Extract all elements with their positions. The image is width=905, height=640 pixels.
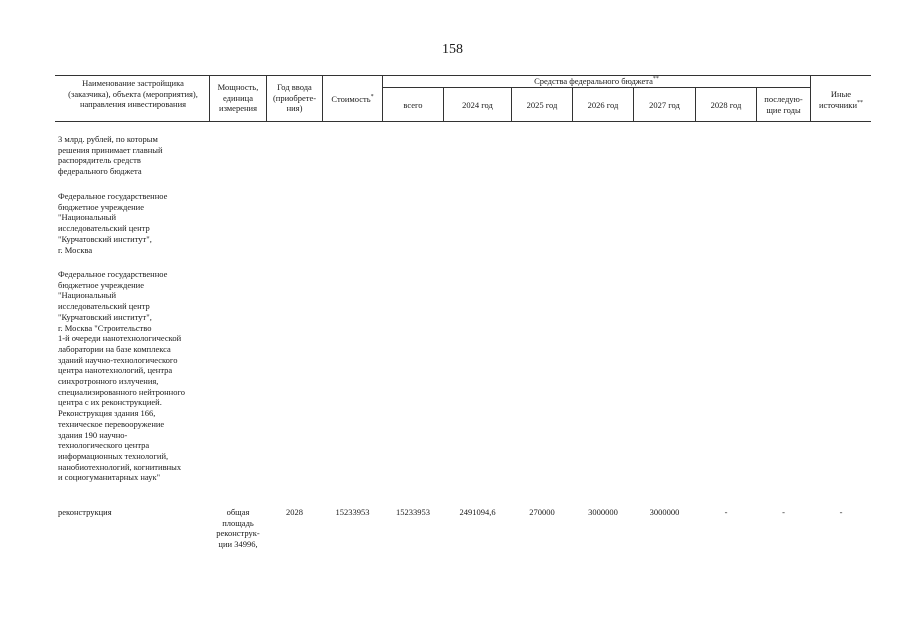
page-number: 158 bbox=[442, 42, 463, 57]
row-total: 15233953 bbox=[396, 507, 430, 517]
header-total: всего bbox=[403, 100, 423, 110]
description-block-threshold: 3 млрд. рублей, по которым решения принимает главный распорядитель средств федерального бюджета bbox=[58, 134, 163, 177]
row-2025: 270000 bbox=[529, 507, 555, 517]
row-2027: 3000000 bbox=[649, 507, 680, 517]
row-capacity: общая площадь реконструк-ции 34996, bbox=[216, 507, 260, 549]
row-year: 2028 bbox=[286, 507, 303, 517]
header-2027: 2027 год bbox=[649, 100, 680, 110]
header-capacity: Мощность, единица измерения bbox=[217, 82, 259, 113]
row-2028: - bbox=[724, 507, 728, 517]
row-2024: 2491094,6 bbox=[459, 507, 496, 517]
row-name: реконструкция bbox=[58, 507, 112, 517]
row-cost: 15233953 bbox=[335, 507, 370, 517]
federal-subheader-rule bbox=[382, 87, 810, 88]
row-later-years: - bbox=[782, 507, 785, 517]
description-block-organization: Федеральное государственное бюджетное учреждение "Национальный исследовательский центр "Курчатовский институт", г. Москва bbox=[58, 191, 168, 255]
header-year: Год ввода (приобрете-ния) bbox=[272, 82, 317, 113]
header-cost: Стоимость* bbox=[331, 94, 374, 104]
header-2028: 2028 год bbox=[710, 100, 742, 110]
header-2025: 2025 год bbox=[526, 100, 558, 110]
header-2024: 2024 год bbox=[462, 100, 493, 110]
header-other-sources: Иные источники** bbox=[818, 89, 863, 110]
header-2026: 2026 год bbox=[587, 100, 619, 110]
description-block-project: Федеральное государственное бюджетное учреждение "Национальный исследовательский центр "Курчатовский институт", г. Москва "Строительство 1-й очереди нанотехнологической лаборатории на базе комплекса зданий научно-технологического центра нанотехнологий, центра синхротронного излучения, специализированного нейтронного центра с их реконструкцией. Реконструкция здания 166, техническое перевооружение здания 190 научно- технологического центра информационных технологий, нанобиотехнологий, когнитивных и социогуманитарных наук" bbox=[58, 269, 185, 483]
header-federal: Средства федерального бюджета** bbox=[534, 76, 659, 86]
row-other-sources: - bbox=[839, 507, 843, 517]
row-2026: 3000000 bbox=[588, 507, 618, 517]
header-name: Наименование застройщика (заказчика), объекта (мероприятия), направления инвестирования bbox=[68, 78, 198, 109]
header-later-years: последую-щие годы bbox=[764, 94, 803, 115]
header-bottom-rule bbox=[55, 121, 871, 122]
